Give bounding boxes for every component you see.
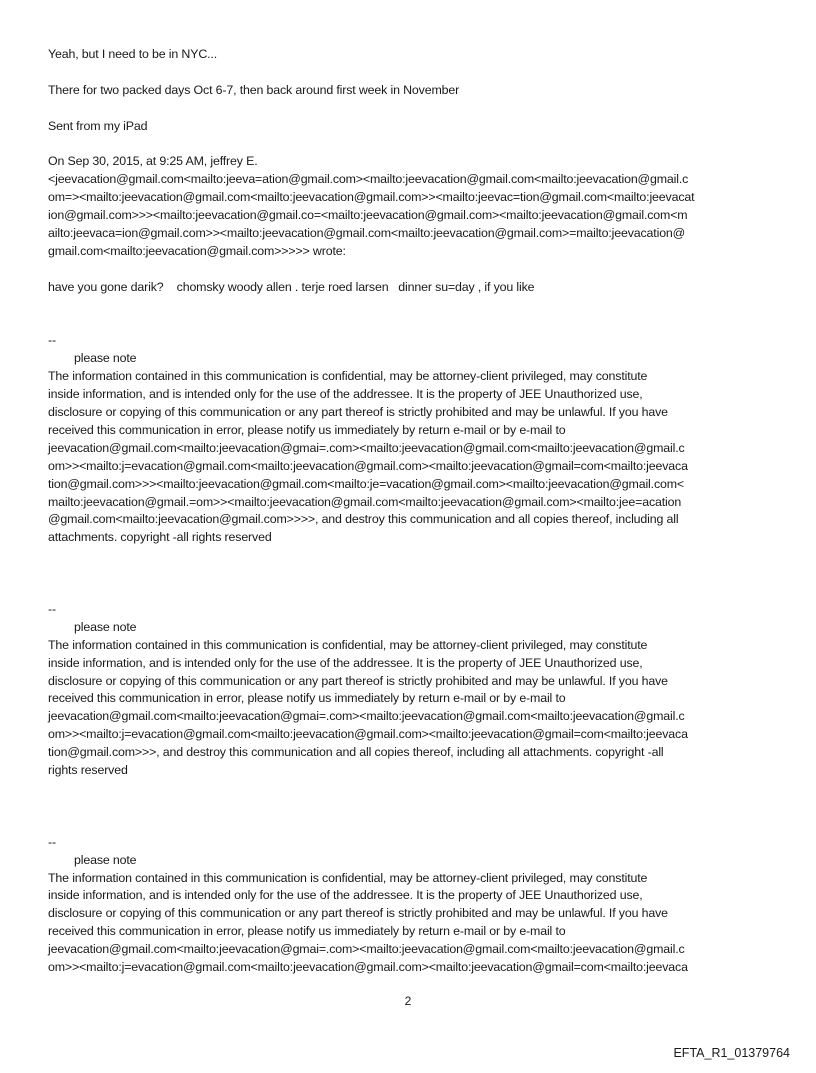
email-document [48,46,778,977]
notice-line: jeevacation@gmail.com<mailto:jeevacation@gmai=.com><mailto:jeevacation@gmail.com<mailto:jeevacation@gmail.c [48,942,685,957]
notice-line: received this communication in error, please notify us immediately by return e-mail or by e-mail to [48,422,566,437]
bates-number: EFTA_R1_01379764 [673,1046,790,1060]
confidentiality-notice [48,332,778,547]
quoted-message: have you gone darik? chomsky woody allen . terje roed larsen dinner su=day , if you like [48,279,535,294]
quoted-header-line: ion@gmail.com>>><mailto:jeevacation@gmail.co=<mailto:jeevacation@gmail.com><mailto:jeevacation@gmail.com<m [48,208,688,223]
quoted-header-line: ailto:jeevaca=ion@gmail.com>><mailto:jeevacation@gmail.com<mailto:jeevacation@gmail.com>=mailto:jeevacation@ [48,226,686,241]
notice-separator: -- [48,601,56,616]
quoted-header-line: gmail.com<mailto:jeevacation@gmail.com>>>>> wrote: [48,243,346,258]
notice-line: The information contained in this communication is confidential, may be attorney-client privileged, may constitute [48,369,648,384]
notice-heading: please note [74,351,137,366]
notice-separator: -- [48,834,56,849]
notice-line: disclosure or copying of this communication or any part thereof is strictly prohibited and may be unlawful. If you have [48,906,668,921]
notice-separator: -- [48,333,56,348]
notice-line: inside information, and is intended only for the use of the addressee. It is the property of JEE Unauthorized use, [48,888,643,903]
notice-line: inside information, and is intended only for the use of the addressee. It is the property of JEE Unauthorized use, [48,655,643,670]
notice-line: jeevacation@gmail.com<mailto:jeevacation@gmai=.com><mailto:jeevacation@gmail.com<mailto:jeevacation@gmail.c [48,440,685,455]
quoted-header-line: On Sep 30, 2015, at 9:25 AM, jeffrey E. [48,154,258,169]
page-number: 2 [404,994,412,1008]
confidentiality-notice [48,601,778,780]
notice-line: @gmail.com<mailto:jeevacation@gmail.com>>>>, and destroy this communication and all copies thereof, including all [48,512,679,527]
notice-line: disclosure or copying of this communication or any part thereof is strictly prohibited and may be unlawful. If you have [48,405,668,420]
notice-line: inside information, and is intended only for the use of the addressee. It is the property of JEE Unauthorized use, [48,387,643,402]
quoted-header-line: om=><mailto:jeevacation@gmail.com<mailto:jeevacation@gmail.com>><mailto:jeevac=tion@gmail.com<mailto:jeevacat [48,190,695,205]
quoted-header-line: <jeevacation@gmail.com<mailto:jeeva=ation@gmail.com><mailto:jeevacation@gmail.com<mailto:jeevacation@gmail.c [48,172,689,187]
notice-line: om>><mailto:j=evacation@gmail.com<mailto:jeevacation@gmail.com><mailto:jeevacation@gmail=com<mailto:jeevaca [48,458,688,473]
notice-line: om>><mailto:j=evacation@gmail.com<mailto:jeevacation@gmail.com><mailto:jeevacation@gmail=com<mailto:jeevaca [48,960,688,975]
confidentiality-notice [48,834,778,977]
notice-line: om>><mailto:j=evacation@gmail.com<mailto:jeevacation@gmail.com><mailto:jeevacation@gmail=com<mailto:jeevaca [48,727,688,742]
notice-line: tion@gmail.com>>><mailto:jeevacation@gmail.com<mailto:je=vacation@gmail.com><mailto:jeevacation@gmail.com< [48,476,685,491]
notice-line: mailto:jeevacation@gmail.=om>><mailto:jeevacation@gmail.com<mailto:jeevacation@gmail.com><mailto:jee=acation [48,494,682,509]
notice-line: The information contained in this communication is confidential, may be attorney-client privileged, may constitute [48,870,648,885]
reply-line-2: There for two packed days Oct 6-7, then back around first week in November [48,82,460,97]
reply-signature: Sent from my iPad [48,118,148,133]
notice-line: The information contained in this communication is confidential, may be attorney-client privileged, may constitute [48,637,648,652]
notice-line: rights reserved [48,763,128,778]
reply-line-1: Yeah, but I need to be in NYC... [48,47,218,61]
notice-line: attachments. copyright -all rights reserved [48,530,272,545]
notice-line: jeevacation@gmail.com<mailto:jeevacation@gmai=.com><mailto:jeevacation@gmail.com<mailto:jeevacation@gmail.c [48,709,685,724]
notice-line: received this communication in error, please notify us immediately by return e-mail or by e-mail to [48,691,566,706]
notice-line: tion@gmail.com>>>, and destroy this communication and all copies thereof, including all attachments. copyright -all [48,745,664,760]
quoted-header [48,153,778,260]
notice-line: received this communication in error, please notify us immediately by return e-mail or by e-mail to [48,924,566,939]
notice-line: disclosure or copying of this communication or any part thereof is strictly prohibited and may be unlawful. If you have [48,673,668,688]
notice-heading: please note [74,619,137,634]
notice-heading: please note [74,852,137,867]
